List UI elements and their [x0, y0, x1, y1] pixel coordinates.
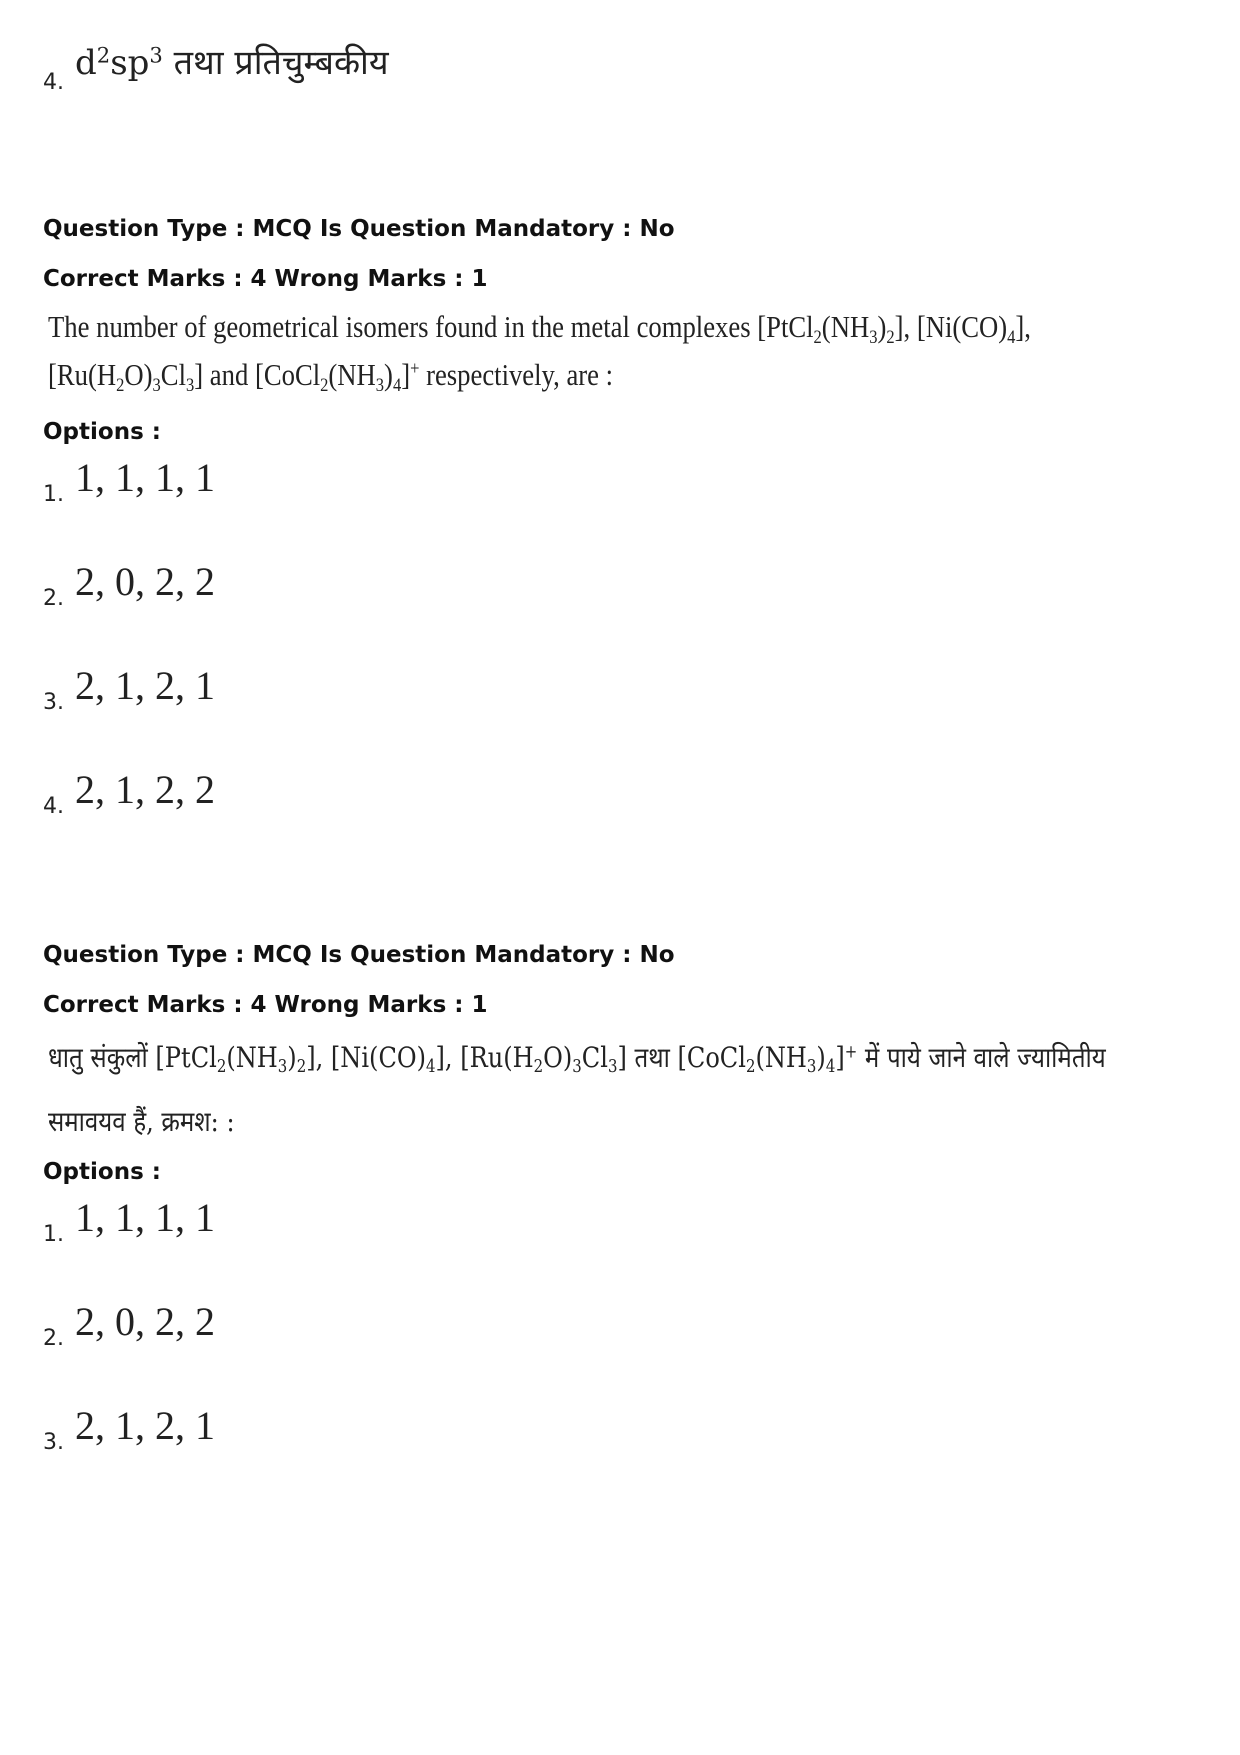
question-text-line-2: $[Ru(H_2O)_3Cl_3]$ and $[CoCl_2(NH_3)_4]^+$ respectively, are : [48, 357, 614, 396]
superscript: 2 [96, 42, 111, 68]
option-number: 3. [43, 1430, 64, 1455]
option-number: 4. [43, 70, 64, 95]
marks-line: Correct Marks : 4 Wrong Marks : 1 [43, 266, 488, 292]
options-label: Options : [43, 1159, 161, 1185]
option-number: 2. [43, 1326, 64, 1351]
option-number: 4. [43, 794, 64, 819]
option-value: 2, 0, 2, 2 [75, 1299, 215, 1344]
option-value: 2, 0, 2, 2 [75, 559, 215, 604]
superscript: 3 [149, 42, 163, 68]
marks-line: Correct Marks : 4 Wrong Marks : 1 [43, 992, 488, 1018]
option-number: 1. [43, 482, 64, 507]
option-text [75, 38, 389, 84]
option-value: 1, 1, 1, 1 [75, 455, 215, 500]
option-text-sp: sp [110, 43, 150, 83]
options-label: Options : [43, 419, 161, 445]
option-number: 3. [43, 690, 64, 715]
option-value: 2, 1, 2, 2 [75, 767, 215, 812]
option-value: 2, 1, 2, 1 [75, 1403, 215, 1448]
option-value: 2, 1, 2, 1 [75, 663, 215, 708]
option-number: 2. [43, 586, 64, 611]
option-value: 1, 1, 1, 1 [75, 1195, 215, 1240]
option-number: 1. [43, 1222, 64, 1247]
question-type-line: Question Type : MCQ Is Question Mandatory : No [43, 216, 675, 242]
question-type-line: Question Type : MCQ Is Question Mandatory : No [43, 942, 675, 968]
question-text-line-1: धातु संकुलों $[PtCl_2(NH_3)_2]$, $[Ni(CO)_4]$, $[Ru(H_2O)_3Cl_3]$ तथा $[CoCl_2(NH_3)_4]^+$ में पाये जाने वाले ज्यामितीय [48, 1041, 1106, 1078]
question-text-line-2: समावयव हैं, क्रमश: : [48, 1105, 235, 1138]
question-text-line-1: The number of geometrical isomers found in the metal complexes $[PtCl_2(NH_3)_2]$, $[Ni(CO)_4]$, [48, 309, 1031, 348]
option-text-d: d [75, 43, 97, 83]
option-text-hindi: तथा प्रतिचुम्बकीय [162, 43, 389, 83]
